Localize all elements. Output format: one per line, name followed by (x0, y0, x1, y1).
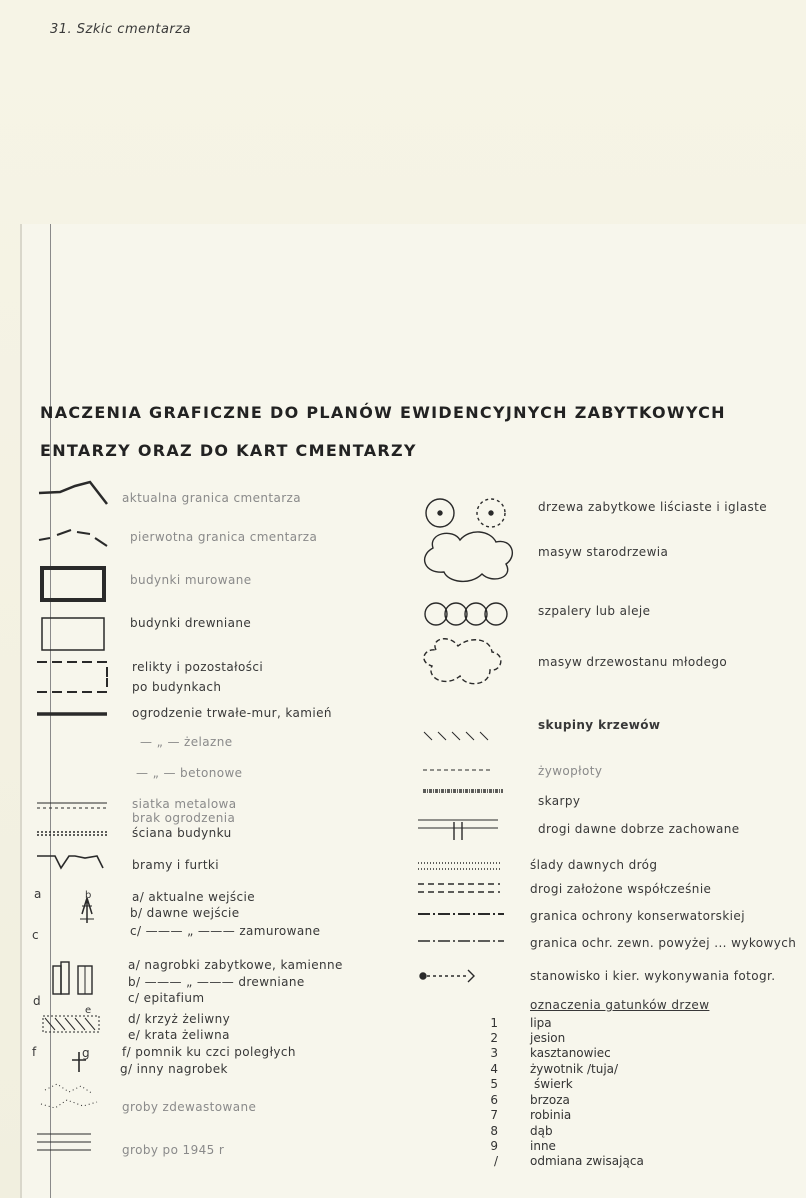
page-caption: 31. Szkic cmentarza (50, 22, 192, 37)
species-name: brzoza (530, 1093, 570, 1107)
label-relics-cont: po budynkach (132, 680, 222, 694)
species-number: 2 (490, 1031, 498, 1045)
label-outer-border: granica ochr. zewn. powyżej ... wykowych (530, 936, 797, 950)
label-other-tomb: g/ inny nagrobek (120, 1062, 228, 1076)
symbols-right (418, 478, 528, 1178)
legend-title-line2: ENTARZY ORAZ DO KART CMENTARZY (40, 441, 417, 460)
label-relics: relikty i pozostałości (132, 660, 264, 674)
label-wooden-buildings: budynki drewniane (130, 616, 252, 630)
label-devastated-graves: groby zdewastowane (122, 1100, 257, 1114)
species-number: 6 (490, 1093, 498, 1107)
letter-g: g (82, 1046, 91, 1060)
letter-a: a (34, 887, 42, 901)
label-stone-tombs: a/ nagrobki zabytkowe, kamienne (128, 958, 343, 972)
label-original-boundary: pierwotna granica cmentarza (130, 530, 318, 544)
label-current-entrance: a/ aktualne wejście (132, 890, 256, 904)
label-building-wall: ściana budynku (132, 826, 232, 840)
wooden-building-symbol (42, 618, 104, 650)
label-metal-mesh: siatka metalowa (132, 797, 237, 811)
species-number: / (493, 1154, 498, 1168)
label-slopes: skarpy (538, 794, 581, 808)
label-shrubs: skupiny krzewów (538, 718, 661, 732)
label-historic-trees: drzewa zabytkowe liściaste i iglaste (538, 500, 768, 514)
label-former-entrance: b/ dawne wejście (130, 906, 240, 920)
label-post-1945-graves: groby po 1945 r (122, 1143, 225, 1157)
species-name: robinia (530, 1108, 572, 1122)
species-number: 9 (490, 1139, 498, 1153)
species-name: inne (530, 1139, 556, 1153)
species-number: 1 (490, 1016, 498, 1030)
label-old-roads: drogi dawne dobrze zachowane (538, 822, 740, 836)
label-masonry-buildings: budynki murowane (130, 573, 252, 587)
label-current-boundary: aktualna granica cmentarza (122, 491, 302, 505)
current-boundary-symbol (39, 482, 107, 504)
label-no-fence: brak ogrodzenia (132, 811, 236, 825)
label-rows-alleys: szpalery lub aleje (538, 604, 651, 618)
legend-title-line1: NACZENIA GRAFICZNE DO PLANÓW EWIDENCYJNYCH ZABYTKOWYCH (40, 403, 726, 422)
label-wooden-tombs: b/ ——— „ ——— drewniane (128, 975, 305, 989)
photo-position-symbol (420, 973, 426, 979)
species-name: dąb (530, 1124, 553, 1138)
species-number: 7 (490, 1108, 498, 1122)
species-name: kasztanowiec (530, 1046, 611, 1060)
species-name: odmiana zwisająca (530, 1154, 644, 1168)
label-epitaph: c/ epitafium (128, 991, 205, 1005)
label-gates: bramy i furtki (132, 858, 220, 872)
masonry-building-symbol (42, 568, 104, 600)
label-walled-entrance: c/ ——— „ ——— zamurowane (130, 924, 321, 938)
letter-d: d (33, 994, 42, 1008)
label-iron-fence: — „ — żelazne (140, 735, 233, 749)
species-header: oznaczenia gatunków drzew (530, 998, 710, 1012)
species-number: 8 (490, 1124, 498, 1138)
label-hedges: żywopłoty (538, 764, 603, 778)
label-iron-cross: d/ krzyż żeliwny (128, 1012, 231, 1026)
letter-b: b (85, 890, 92, 901)
label-photo-position: stanowisko i kier. wykonywania fotogr. (530, 969, 776, 983)
species-number: 4 (490, 1062, 498, 1076)
label-old-trees-mass: masyw starodrzewia (538, 545, 669, 559)
gates-symbol (37, 856, 103, 868)
letter-f: f (32, 1045, 37, 1059)
old-trees-mass-symbol (425, 532, 513, 581)
letter-e: e (85, 1005, 92, 1016)
label-concrete-fence: — „ — betonowe (136, 766, 243, 780)
label-modern-roads: drogi założone współcześnie (530, 882, 712, 896)
label-monument: f/ pomnik ku czci poległych (122, 1045, 296, 1059)
label-permanent-fence: ogrodzenie trwałe-mur, kamień (132, 706, 332, 720)
label-conservation-border: granica ochrony konserwatorskiej (530, 909, 745, 923)
label-road-traces: ślady dawnych dróg (530, 858, 658, 872)
species-number: 3 (490, 1046, 498, 1060)
species-number: 5 (490, 1077, 498, 1091)
letter-c: c (32, 928, 39, 942)
species-name: lipa (530, 1016, 552, 1030)
label-young-trees-mass: masyw drzewostanu młodego (538, 655, 728, 669)
species-name: żywotnik /tuja/ (530, 1062, 619, 1076)
label-iron-grate: e/ krata żeliwna (128, 1028, 230, 1042)
species-name: jesion (530, 1031, 566, 1045)
species-name: świerk (534, 1077, 573, 1091)
relics-symbol (37, 662, 107, 678)
